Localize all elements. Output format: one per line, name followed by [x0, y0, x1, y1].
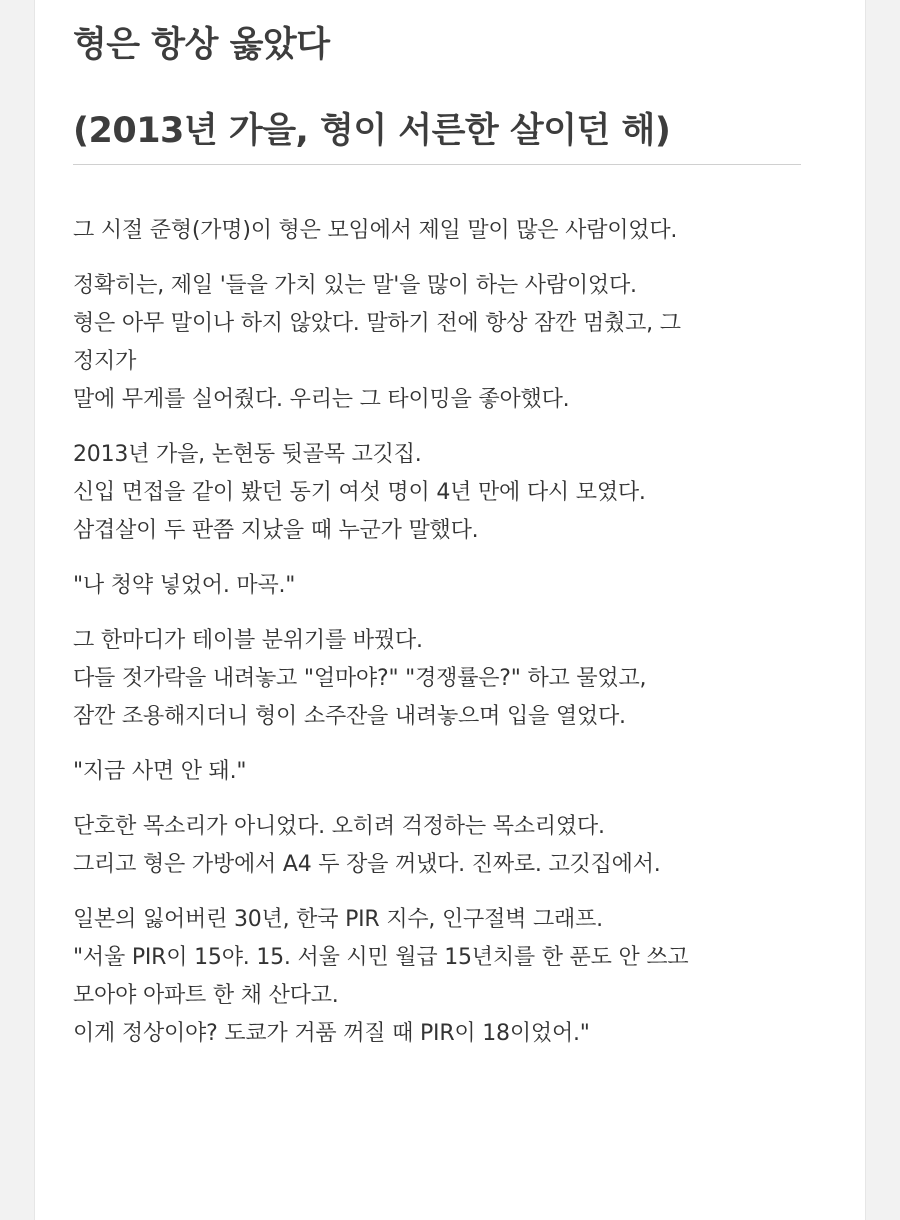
paragraph — [73, 267, 833, 419]
article-body — [73, 212, 833, 1070]
text-line: 그 시절 준형(가명)이 형은 모임에서 제일 말이 많은 사람이었다. — [73, 218, 678, 243]
paragraph — [73, 567, 833, 605]
text-line: 이게 정상이야? 도쿄가 거품 꺼질 때 PIR이 18이었어." — [73, 1021, 590, 1046]
title-line: 형은 항상 옳았다 — [73, 25, 330, 65]
text-line: 형은 아무 말이나 하지 않았다. 말하기 전에 항상 잠깐 멈췄고, 그 — [73, 311, 681, 336]
paragraph — [73, 436, 833, 550]
text-line: 신입 면접을 같이 봤던 동기 여섯 명이 4년 만에 다시 모였다. — [73, 480, 646, 505]
title-divider — [73, 164, 801, 165]
text-line: 그 한마디가 테이블 분위기를 바꿨다. — [73, 628, 423, 653]
text-line: 정지가 — [73, 349, 137, 374]
text-line: 정확히는, 제일 '들을 가치 있는 말'을 많이 하는 사람이었다. — [73, 273, 637, 298]
text-line: 단호한 목소리가 아니었다. 오히려 걱정하는 목소리였다. — [73, 814, 605, 839]
text-line: 다들 젓가락을 내려놓고 "얼마야?" "경쟁률은?" 하고 물었고, — [73, 666, 647, 691]
article-page — [34, 0, 866, 1220]
text-line: 삼겹살이 두 판쯤 지났을 때 누군가 말했다. — [73, 518, 479, 543]
paragraph — [73, 622, 833, 736]
paragraph — [73, 212, 833, 250]
text-line: 그리고 형은 가방에서 A4 두 장을 꺼냈다. 진짜로. 고깃집에서. — [73, 852, 661, 877]
text-line: 일본의 잃어버린 30년, 한국 PIR 지수, 인구절벽 그래프. — [73, 907, 603, 932]
paragraph — [73, 901, 833, 1053]
paragraph — [73, 808, 833, 884]
article-title — [73, 16, 803, 160]
text-line: "서울 PIR이 15야. 15. 서울 시민 월급 15년치를 한 푼도 안 쓰고 — [73, 945, 689, 970]
text-line: 2013년 가을, 논현동 뒷골목 고깃집. — [73, 442, 422, 467]
paragraph — [73, 753, 833, 791]
subtitle-line: (2013년 가을, 형이 서른한 살이던 해) — [73, 111, 671, 151]
text-line: "지금 사면 안 돼." — [73, 759, 247, 784]
text-line: 모아야 아파트 한 채 산다고. — [73, 983, 339, 1008]
text-line: "나 청약 넣었어. 마곡." — [73, 573, 296, 598]
text-line: 잠깐 조용해지더니 형이 소주잔을 내려놓으며 입을 열었다. — [73, 704, 626, 729]
text-line: 말에 무게를 실어줬다. 우리는 그 타이밍을 좋아했다. — [73, 387, 570, 412]
